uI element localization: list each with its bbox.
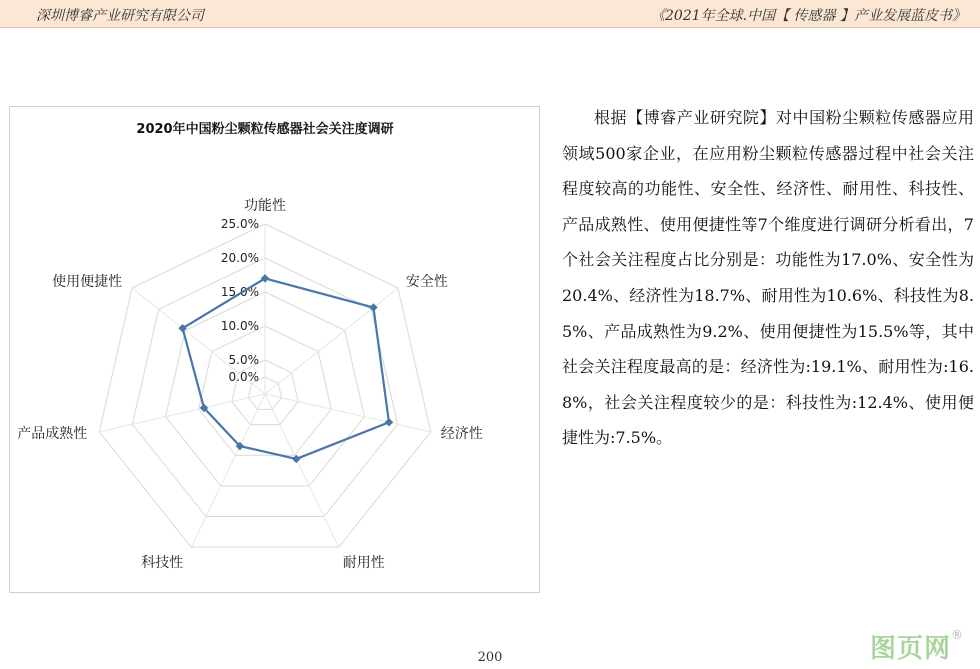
watermark-logo bbox=[870, 628, 964, 665]
category-label: 使用便捷性 bbox=[52, 274, 123, 291]
data-point bbox=[385, 418, 393, 426]
tick-label: 25.0% bbox=[220, 217, 259, 231]
header-report-title: 《2021年全球.中国【 传感器 】产业发展蓝皮书》 bbox=[651, 8, 966, 24]
tick-label: 15.0% bbox=[220, 285, 259, 299]
watermark-text: 图页网 bbox=[869, 634, 951, 664]
category-label: 科技性 bbox=[141, 555, 184, 572]
page-number: 200 bbox=[477, 650, 503, 665]
analysis-paragraph: 根据【博睿产业研究院】对中国粉尘颗粒传感器应用领域500家企业，在应用粉尘颗粒传感器过程中社会关注程度较高的功能性、安全性、经济性、耐用性、科技性、产品成熟性、使用便捷性等7个维度进行调研分析看出，7个社会关注程度占比分别是：功能性为17.0%、安全性为20.4%、经济性为18.7%、耐用性为10.6%、科技性为8.5%、产品成熟性为9.2%、使用便捷性为15.5%等，其中社会关注程度最高的是：经济性为:19.1%、耐用性为:16.8%，社会关注程度较少的是：科技性为:12.4%、使用便捷性为:7.5%。 bbox=[562, 108, 974, 448]
series-line bbox=[183, 278, 389, 459]
category-label: 耐用性 bbox=[342, 555, 385, 572]
grid-spoke bbox=[99, 394, 265, 432]
data-point bbox=[292, 455, 300, 463]
grid-spoke bbox=[265, 394, 431, 432]
tick-label: 10.0% bbox=[220, 319, 259, 333]
tick-label: 0.0% bbox=[228, 370, 259, 384]
header-company: 深圳博睿产业研究有限公司 bbox=[36, 8, 204, 24]
category-label: 产品成熟性 bbox=[17, 425, 88, 442]
category-label: 经济性 bbox=[440, 425, 483, 442]
grid-spoke bbox=[191, 394, 265, 547]
radar-chart-svg bbox=[10, 107, 541, 594]
category-label: 功能性 bbox=[244, 198, 286, 214]
tick-label: 5.0% bbox=[228, 353, 259, 367]
grid-spoke bbox=[265, 394, 339, 547]
radar-chart bbox=[9, 106, 540, 593]
chart-title: 2020年中国粉尘颗粒传感器社会关注度调研 bbox=[136, 122, 394, 137]
category-label: 安全性 bbox=[405, 274, 448, 291]
registered-mark: ® bbox=[951, 628, 964, 642]
page-header bbox=[0, 0, 980, 28]
tick-label: 20.0% bbox=[220, 251, 259, 265]
